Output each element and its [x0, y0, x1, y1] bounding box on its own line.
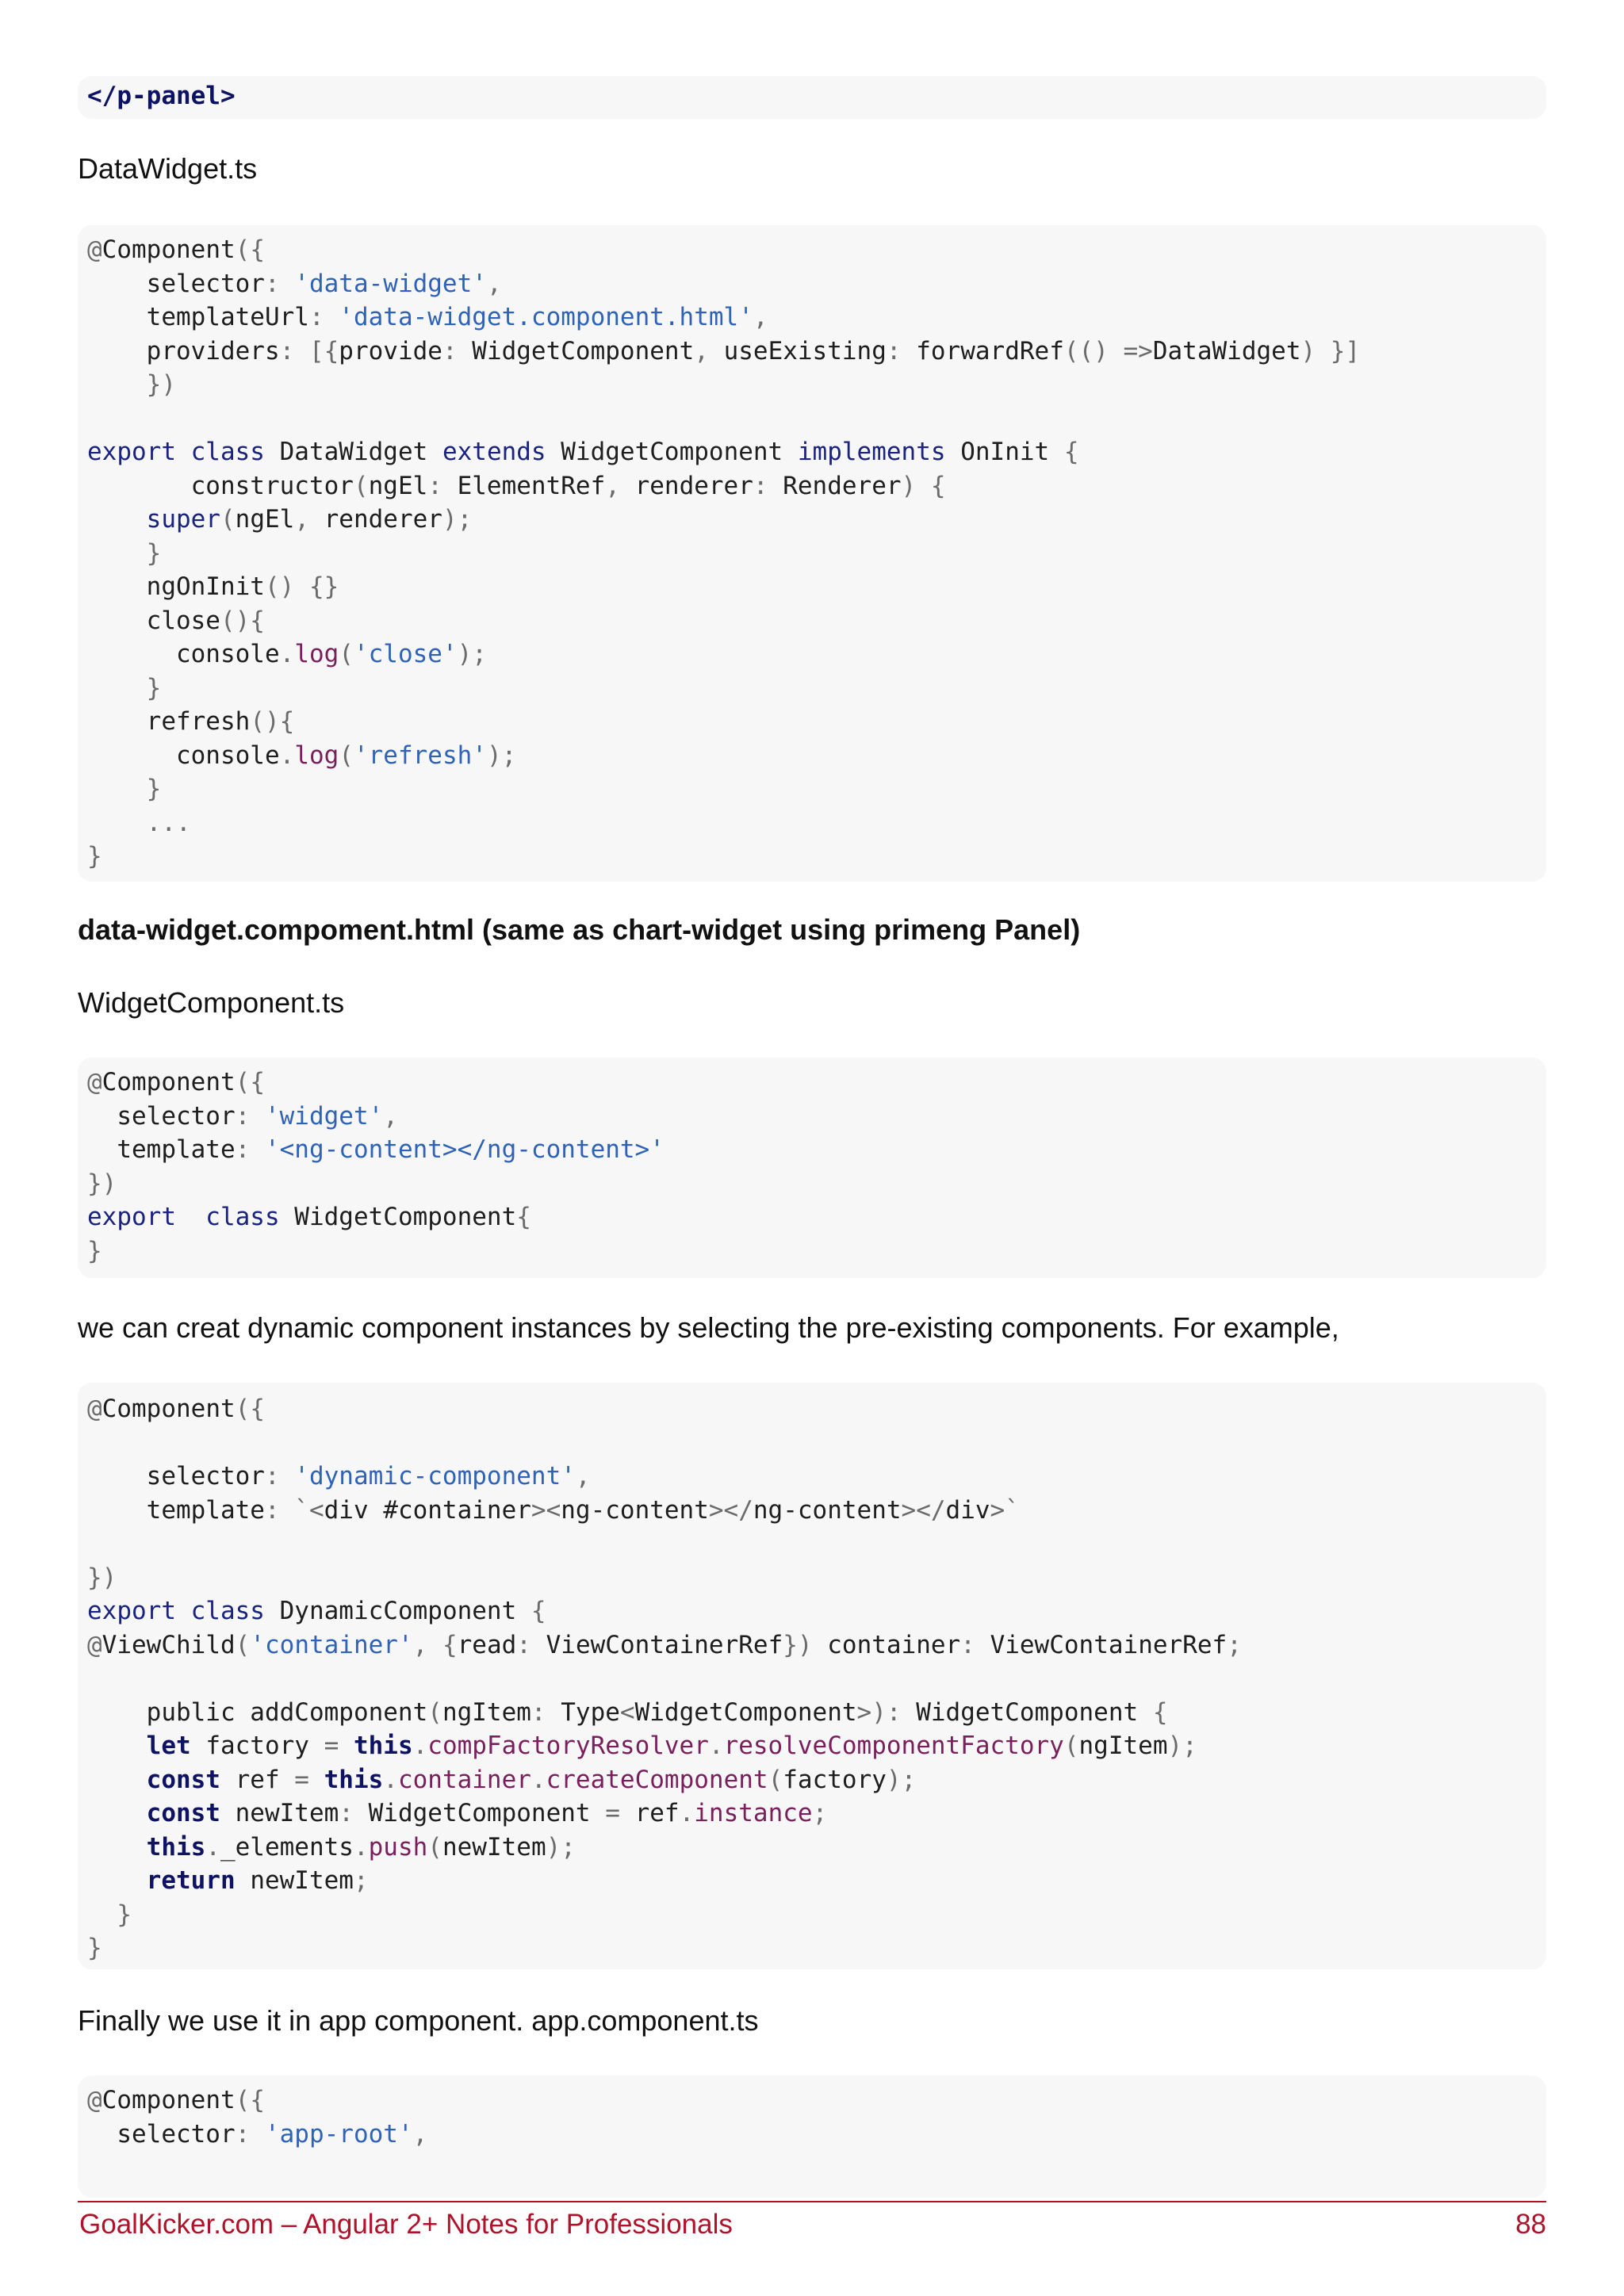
- code-line: [87, 1831, 1546, 1865]
- code-token: WidgetComponent: [561, 438, 798, 466]
- code-token: }): [87, 1563, 117, 1592]
- code-line: [87, 1527, 1546, 1561]
- code-line: [87, 1460, 1546, 1494]
- code-token: WidgetComponent: [634, 1697, 857, 1727]
- code-token: forwardRef: [916, 336, 1064, 365]
- code-token: selector: [87, 2119, 236, 2149]
- code-line: [87, 435, 1546, 469]
- code-line: [87, 1200, 1546, 1234]
- code-token: );: [886, 1765, 917, 1794]
- code-token: refresh: [87, 707, 251, 736]
- code-token: ref: [634, 1799, 680, 1827]
- code-token: ;: [1227, 1630, 1242, 1659]
- code-token: Component: [102, 235, 236, 264]
- code-line: [87, 1797, 1546, 1831]
- code-token: templateUrl: [87, 303, 309, 331]
- code-token: (: [1063, 1732, 1079, 1760]
- code-line: [87, 772, 1546, 806]
- code-token: () {}: [264, 572, 339, 601]
- code-token: container: [397, 1765, 531, 1794]
- code-token: this: [87, 1832, 206, 1862]
- code-token: );: [442, 505, 473, 534]
- code-token: 'dynamic-component': [294, 1462, 576, 1490]
- code-token: renderer: [634, 471, 753, 500]
- code-token: 'refresh': [353, 740, 487, 770]
- code-token: return: [87, 1866, 251, 1895]
- code-token: @: [87, 1630, 102, 1659]
- code-token: resolveComponentFactory: [723, 1732, 1064, 1760]
- code-block-data-widget: [78, 225, 1546, 882]
- page-number: 88: [1515, 2209, 1546, 2240]
- code-token: }: [87, 1236, 102, 1265]
- code-token: ...: [87, 808, 191, 837]
- code-block-app-component: [78, 2076, 1546, 2198]
- code-token: }: [87, 673, 162, 702]
- code-token: :: [442, 336, 473, 365]
- code-token: this: [324, 1765, 384, 1794]
- code-token: .: [383, 1765, 398, 1794]
- code-token: constructor: [87, 471, 354, 500]
- code-line: [87, 739, 1546, 773]
- code-block-widget-component: [78, 1058, 1546, 1278]
- code-token: _elements: [220, 1832, 354, 1862]
- paragraph-dynamic-components: we can creat dynamic component instances by selecting the pre-existing components. For example,: [78, 1311, 1339, 1344]
- code-token: ngItem: [442, 1697, 531, 1727]
- code-token: factory: [205, 1732, 324, 1760]
- code-line: [87, 604, 1546, 638]
- code-line: [87, 1234, 1546, 1269]
- code-token: .: [530, 1765, 546, 1794]
- code-line: [87, 368, 1546, 402]
- code-token: div: [945, 1495, 990, 1525]
- code-token: ;: [812, 1799, 828, 1827]
- code-token: (){: [220, 606, 265, 635]
- code-token: selector: [87, 1101, 236, 1131]
- code-token: read: [457, 1630, 517, 1659]
- filename-data-widget-ts: DataWidget.ts: [78, 152, 258, 185]
- code-token: console: [87, 740, 280, 770]
- code-token: compFactoryResolver: [427, 1732, 709, 1760]
- code-token: }: [87, 538, 162, 568]
- code-token: ({: [235, 1068, 265, 1096]
- code-token: ,: [694, 336, 724, 365]
- code-line: [87, 1561, 1546, 1595]
- code-line: [87, 2084, 1546, 2118]
- code-token: useExisting: [723, 336, 887, 365]
- code-line: [87, 1696, 1546, 1730]
- code-token: ,: [486, 269, 502, 298]
- code-line: [87, 1864, 1546, 1898]
- code-token: '<ng-content></ng-content>': [264, 1135, 665, 1164]
- code-token: ></: [708, 1495, 753, 1525]
- code-token: :: [235, 1101, 265, 1131]
- code-line: [87, 1133, 1546, 1167]
- code-token: ,: [605, 471, 635, 500]
- code-token: (() =>: [1063, 336, 1153, 365]
- code-token: div #container: [324, 1495, 531, 1525]
- code-token: (: [427, 1832, 442, 1862]
- code-token: :: [264, 269, 295, 298]
- code-token: public addComponent: [87, 1697, 428, 1727]
- code-token: <: [619, 1697, 635, 1727]
- code-token: :: [235, 2119, 265, 2149]
- code-token: provide: [339, 336, 442, 365]
- code-line: [87, 570, 1546, 604]
- heading-data-widget-html: data-widget.compoment.html (same as chart-widget using primeng Panel): [78, 913, 1081, 946]
- code-token: ngEl: [235, 505, 295, 534]
- code-token: selector: [87, 269, 265, 298]
- code-line: [87, 1662, 1546, 1696]
- code-line: [87, 1392, 1546, 1426]
- code-token: @: [87, 1068, 102, 1096]
- code-line: [87, 840, 1546, 874]
- code-token: const: [87, 1765, 236, 1794]
- code-token: {: [516, 1203, 531, 1231]
- code-token: instance: [694, 1799, 813, 1827]
- code-line: [87, 637, 1546, 672]
- code-token: .: [279, 640, 295, 668]
- code-token: console: [87, 640, 280, 668]
- code-token: ViewContainerRef: [990, 1630, 1228, 1659]
- code-token: }: [87, 775, 162, 803]
- code-token: </p-panel>: [87, 82, 236, 110]
- code-token: :: [530, 1697, 561, 1727]
- code-token: :: [427, 471, 458, 500]
- code-token: ({: [235, 235, 265, 264]
- code-line: [87, 1426, 1546, 1460]
- paragraph-app-component: Finally we use it in app component. app.component.ts: [78, 2004, 759, 2037]
- code-token: Component: [102, 2086, 236, 2114]
- code-token: export class: [87, 1597, 280, 1625]
- code-token: export class: [87, 1203, 295, 1231]
- code-token: ng-content: [561, 1495, 709, 1525]
- code-token: :: [308, 303, 339, 331]
- code-token: ,: [575, 1462, 591, 1490]
- code-token: .: [279, 740, 295, 770]
- code-token: {: [530, 1597, 546, 1625]
- code-line: [87, 2118, 1546, 2152]
- code-token: );: [486, 740, 517, 770]
- code-token: ({: [235, 1395, 265, 1423]
- code-token: ></: [901, 1495, 946, 1525]
- code-line: [87, 705, 1546, 739]
- code-line: [87, 1167, 1546, 1201]
- code-token: @: [87, 1395, 102, 1423]
- code-token: renderer: [324, 505, 442, 534]
- code-token: push: [368, 1832, 428, 1862]
- code-token: implements: [797, 438, 961, 466]
- code-line: [87, 806, 1546, 840]
- code-line: [87, 79, 1546, 113]
- code-line: [87, 1931, 1546, 1965]
- code-token: ngOnInit: [87, 572, 265, 601]
- code-token: {: [1063, 438, 1079, 466]
- code-token: .: [412, 1732, 428, 1760]
- code-token: providers: [87, 336, 280, 365]
- code-token: }: [87, 1900, 132, 1929]
- code-line: [87, 503, 1546, 537]
- code-token: ng-content: [753, 1495, 902, 1525]
- code-token: }): [783, 1630, 828, 1659]
- code-token: ElementRef: [457, 471, 606, 500]
- footer-divider: [78, 2201, 1546, 2202]
- code-token: :: [264, 1462, 295, 1490]
- code-token: (){: [250, 707, 295, 736]
- code-token: @: [87, 235, 102, 264]
- code-token: WidgetComponent: [916, 1697, 1153, 1727]
- code-token: WidgetComponent: [472, 336, 695, 365]
- code-token: }: [87, 1934, 102, 1962]
- code-token: >`: [990, 1495, 1020, 1525]
- code-token: const: [87, 1799, 236, 1827]
- code-token: WidgetComponent: [368, 1799, 606, 1827]
- code-token: ,: [294, 505, 324, 534]
- code-token: createComponent: [546, 1765, 768, 1794]
- code-token: (: [235, 1630, 251, 1659]
- code-token: let: [87, 1732, 206, 1760]
- code-token: export class: [87, 438, 280, 466]
- code-token: (: [427, 1697, 442, 1727]
- code-line: [87, 672, 1546, 706]
- code-token: newItem: [235, 1799, 339, 1827]
- code-token: }): [87, 1169, 117, 1198]
- code-token: 'data-widget.component.html': [339, 303, 753, 331]
- code-token: 'data-widget': [294, 269, 487, 298]
- footer-title: GoalKicker.com – Angular 2+ Notes for Professionals: [79, 2209, 733, 2240]
- code-token: OnInit: [960, 438, 1064, 466]
- code-token: container: [827, 1630, 961, 1659]
- code-line: [87, 1628, 1546, 1663]
- code-token: selector: [87, 1462, 265, 1490]
- code-token: Type: [561, 1697, 620, 1727]
- code-token: (: [339, 740, 354, 770]
- code-block-closing-tag: [78, 76, 1546, 119]
- code-token: 'app-root': [264, 2119, 413, 2149]
- filename-widget-component-ts: WidgetComponent.ts: [78, 986, 345, 1019]
- code-token: :: [753, 471, 783, 500]
- code-token: );: [1167, 1732, 1197, 1760]
- code-token: (: [768, 1765, 783, 1794]
- code-token: .: [679, 1799, 695, 1827]
- code-token: ViewChild: [102, 1630, 236, 1659]
- code-token: :: [960, 1630, 990, 1659]
- code-token: factory: [783, 1765, 887, 1794]
- code-token: (: [220, 505, 236, 534]
- code-line: [87, 1066, 1546, 1100]
- code-token: newItem: [442, 1832, 546, 1862]
- code-token: DataWidget: [1152, 336, 1301, 365]
- code-line: [87, 1100, 1546, 1134]
- code-token: ViewContainerRef: [546, 1630, 783, 1659]
- code-token: DataWidget: [279, 438, 442, 466]
- code-token: log: [294, 640, 339, 668]
- code-token: Component: [102, 1395, 236, 1423]
- code-token: newItem: [250, 1866, 354, 1895]
- code-token: super: [87, 505, 220, 534]
- code-line: [87, 537, 1546, 571]
- code-token: 'container': [250, 1630, 413, 1659]
- code-line: [87, 1763, 1546, 1797]
- code-token: WidgetComponent: [294, 1203, 517, 1231]
- code-token: template: [87, 1495, 265, 1525]
- code-line: [87, 300, 1546, 335]
- code-token: );: [457, 640, 487, 668]
- code-token: : `<: [264, 1495, 324, 1525]
- code-token: >):: [856, 1697, 917, 1727]
- code-line: [87, 1898, 1546, 1932]
- code-token: .: [353, 1832, 369, 1862]
- code-token: ({: [235, 2086, 265, 2114]
- code-token: 'widget': [264, 1101, 384, 1131]
- code-token: (: [353, 471, 369, 500]
- code-line: [87, 402, 1546, 436]
- code-token: ><: [530, 1495, 561, 1525]
- code-token: :: [339, 1799, 369, 1827]
- code-token: Renderer: [783, 471, 902, 500]
- code-token: :: [886, 336, 917, 365]
- code-token: ;: [353, 1866, 369, 1895]
- code-line: [87, 1494, 1546, 1528]
- code-token: ref: [235, 1765, 295, 1794]
- code-token: this: [353, 1732, 413, 1760]
- code-token: ,: [412, 2119, 428, 2149]
- code-token: : [{: [279, 336, 339, 365]
- code-token: =: [324, 1732, 354, 1760]
- code-token: @: [87, 2086, 102, 2114]
- code-token: Component: [102, 1068, 236, 1096]
- code-token: log: [294, 740, 339, 770]
- code-line: [87, 267, 1546, 301]
- code-line: [87, 335, 1546, 369]
- code-token: 'close': [353, 640, 458, 668]
- code-token: );: [546, 1832, 576, 1862]
- code-token: ngEl: [368, 471, 428, 500]
- code-line: [87, 1594, 1546, 1628]
- code-line: [87, 1729, 1546, 1763]
- document-page: [78, 0, 1546, 2296]
- code-token: :: [516, 1630, 546, 1659]
- code-token: template: [87, 1135, 236, 1164]
- code-token: (: [339, 640, 354, 668]
- code-token: extends: [442, 438, 561, 466]
- code-token: ) {: [901, 471, 946, 500]
- code-token: =: [294, 1765, 324, 1794]
- code-token: ngItem: [1078, 1732, 1168, 1760]
- code-token: ,: [383, 1101, 398, 1131]
- code-token: .: [708, 1732, 724, 1760]
- code-token: }): [87, 370, 176, 399]
- code-token: .: [205, 1832, 220, 1862]
- code-token: ,: [753, 303, 768, 331]
- code-token: ) }]: [1300, 336, 1361, 365]
- code-token: }: [87, 842, 102, 871]
- code-token: :: [235, 1135, 265, 1164]
- code-token: {: [1152, 1697, 1168, 1727]
- code-token: DynamicComponent: [279, 1597, 531, 1625]
- code-token: , {: [412, 1630, 458, 1659]
- code-token: close: [87, 606, 220, 635]
- code-line: [87, 469, 1546, 503]
- code-line: [87, 233, 1546, 267]
- code-token: =: [605, 1799, 635, 1827]
- code-block-dynamic-component: [78, 1383, 1546, 1969]
